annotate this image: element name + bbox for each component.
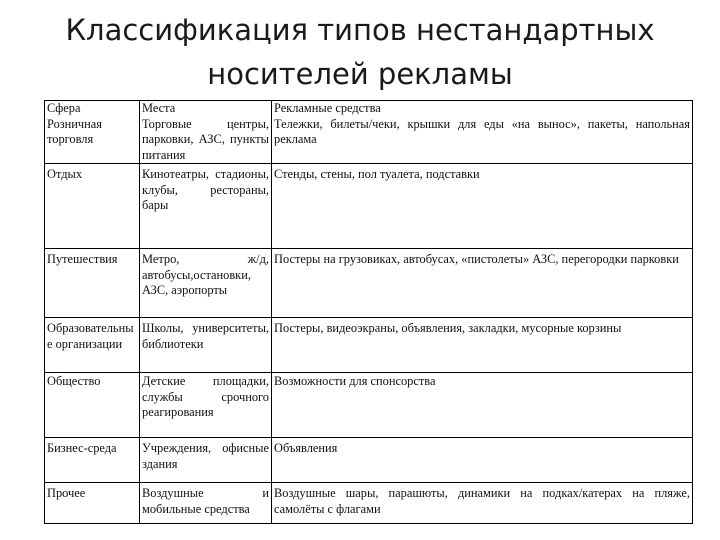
table-row — [45, 438, 693, 483]
row-sphere: Прочее — [45, 483, 140, 524]
row-means: Возможности для спонсорства — [272, 373, 693, 438]
header-sphere: Сфера — [47, 101, 81, 115]
row-sphere: Образовательные организации — [45, 318, 140, 373]
row-places: Школы, университеты, библиотеки — [140, 318, 272, 373]
header-places: Места — [142, 101, 176, 115]
row-sphere: Отдых — [45, 164, 140, 249]
slide-title-line-2: носителей рекламы — [207, 57, 513, 91]
table-row — [45, 249, 693, 318]
row-sphere: Общество — [45, 373, 140, 438]
row-places: Воздушные и мобильные средства — [140, 483, 272, 524]
row-places: Торговые центры, парковки, АЗС, пункты питания — [142, 116, 269, 162]
row-means: Постеры, видеоэкраны, объявления, закладки, мусорные корзины — [272, 318, 693, 373]
header-means: Рекламные средства — [274, 101, 381, 115]
row-places: Кинотеатры, стадионы, клубы, рестораны, бары — [140, 164, 272, 249]
row-places: Детские площадки, службы срочного реагирования — [140, 373, 272, 438]
cell-places — [140, 101, 272, 164]
row-sphere: Бизнес-среда — [45, 438, 140, 483]
row-means: Тележки, билеты/чеки, крышки для еды «на вынос», пакеты, напольная реклама — [274, 116, 690, 146]
slide-title — [40, 8, 680, 96]
row-sphere: Розничная торговля — [47, 116, 102, 146]
cell-means — [272, 101, 693, 164]
table-row — [45, 101, 693, 164]
row-sphere: Путешествия — [45, 249, 140, 318]
row-places: Метро, ж/д, автобусы,остановки, АЗС, аэропорты — [140, 249, 272, 318]
slide-title-line-1: Классификация типов нестандартных — [65, 13, 655, 47]
classification-table — [44, 100, 693, 524]
row-means: Стенды, стены, пол туалета, подставки — [272, 164, 693, 249]
table-row — [45, 164, 693, 249]
table-row — [45, 483, 693, 524]
row-places: Учреждения, офисные здания — [140, 438, 272, 483]
cell-sphere — [45, 101, 140, 164]
row-means: Объявления — [272, 438, 693, 483]
row-means: Постеры на грузовиках, автобусах, «пистолеты» АЗС, перегородки парковки — [272, 249, 693, 318]
table-row — [45, 318, 693, 373]
row-means: Воздушные шары, парашюты, динамики на подках/катерах на пляже, самолёты с флагами — [272, 483, 693, 524]
table-row — [45, 373, 693, 438]
